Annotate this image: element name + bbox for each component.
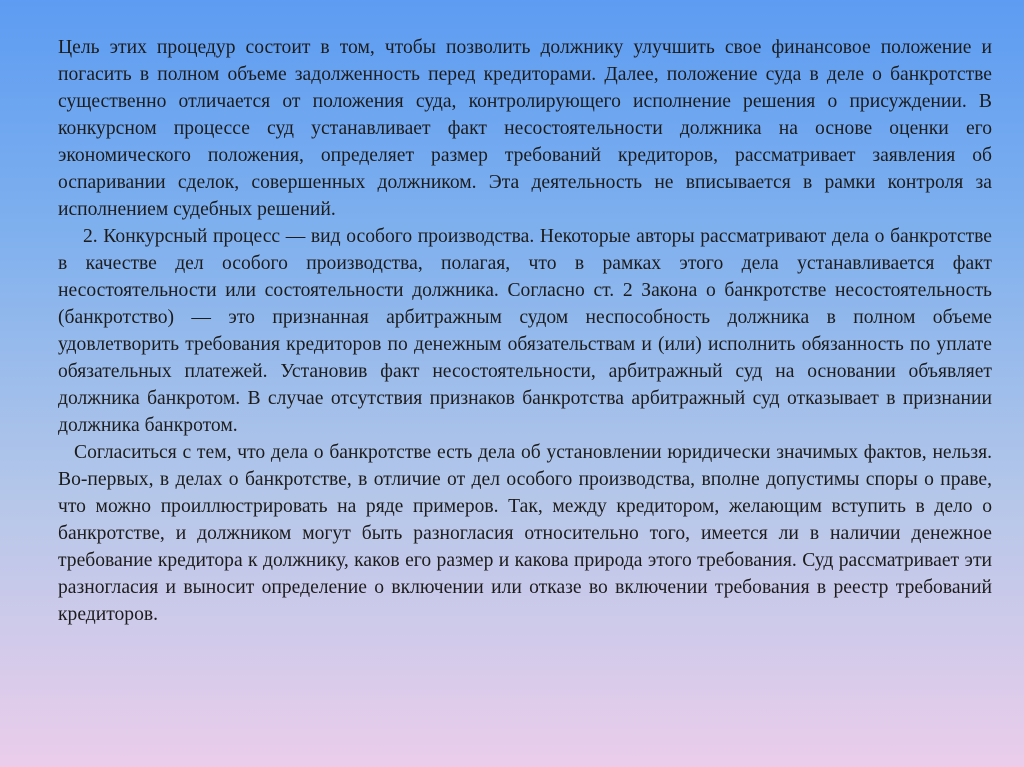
paragraph-3: Согласиться с тем, что дела о банкротстве есть дела об установлении юридически значимых фактов, нельзя. Во-первых, в делах о банкротстве, в отличие от дел особого производства, вполне допустимы споры о праве, что можно проиллюстрировать на ряде примеров. Так, между кредитором, желающим вступить в дело о банкротстве, и должником могут быть разногласия относительно того, имеется ли в наличии денежное требование кредитора к должнику, каков его размер и какова природа этого требования. Суд рассматривает эти разногласия и выносит определение о включении или отказе во включении требования в реестр требований кредиторов. — [58, 442, 992, 625]
paragraph-1: Цель этих процедур состоит в том, чтобы позволить должнику улучшить свое финансовое положение и погасить в полном объеме задолженность перед кредиторами. Далее, положение суда в деле о банкротстве существенно отличается от положения суда, контролирующего исполнение решения о присуждении. В конкурсном процессе суд устанавливает факт несостоятельности должника на основе оценки его экономического положения, определяет размер требований кредиторов, рассматривает заявления об оспаривании сделок, совершенных должником. Эта деятельность не вписывается в рамки контроля за исполнением судебных решений. — [58, 37, 992, 220]
paragraph-2: 2. Конкурсный процесс — вид особого производства. Некоторые авторы рассматривают дела о банкротстве в качестве дел особого производства, полагая, что в рамках этого дела устанавливается факт несостоятельности или состоятельности должника. Согласно ст. 2 Закона о банкротстве несостоятельность (банкротство) — это признанная арбитражным судом неспособность должника в полном объеме удовлетворить требования кредиторов по денежным обязательствам и (или) исполнить обязанность по уплате обязательных платежей. Установив факт несостоятельности, арбитражный суд на основании объявляет должника банкротом. В случае отсутствия признаков банкротства арбитражный суд отказывает в признании должника банкротом. — [58, 226, 992, 436]
slide-text-body — [58, 34, 992, 628]
